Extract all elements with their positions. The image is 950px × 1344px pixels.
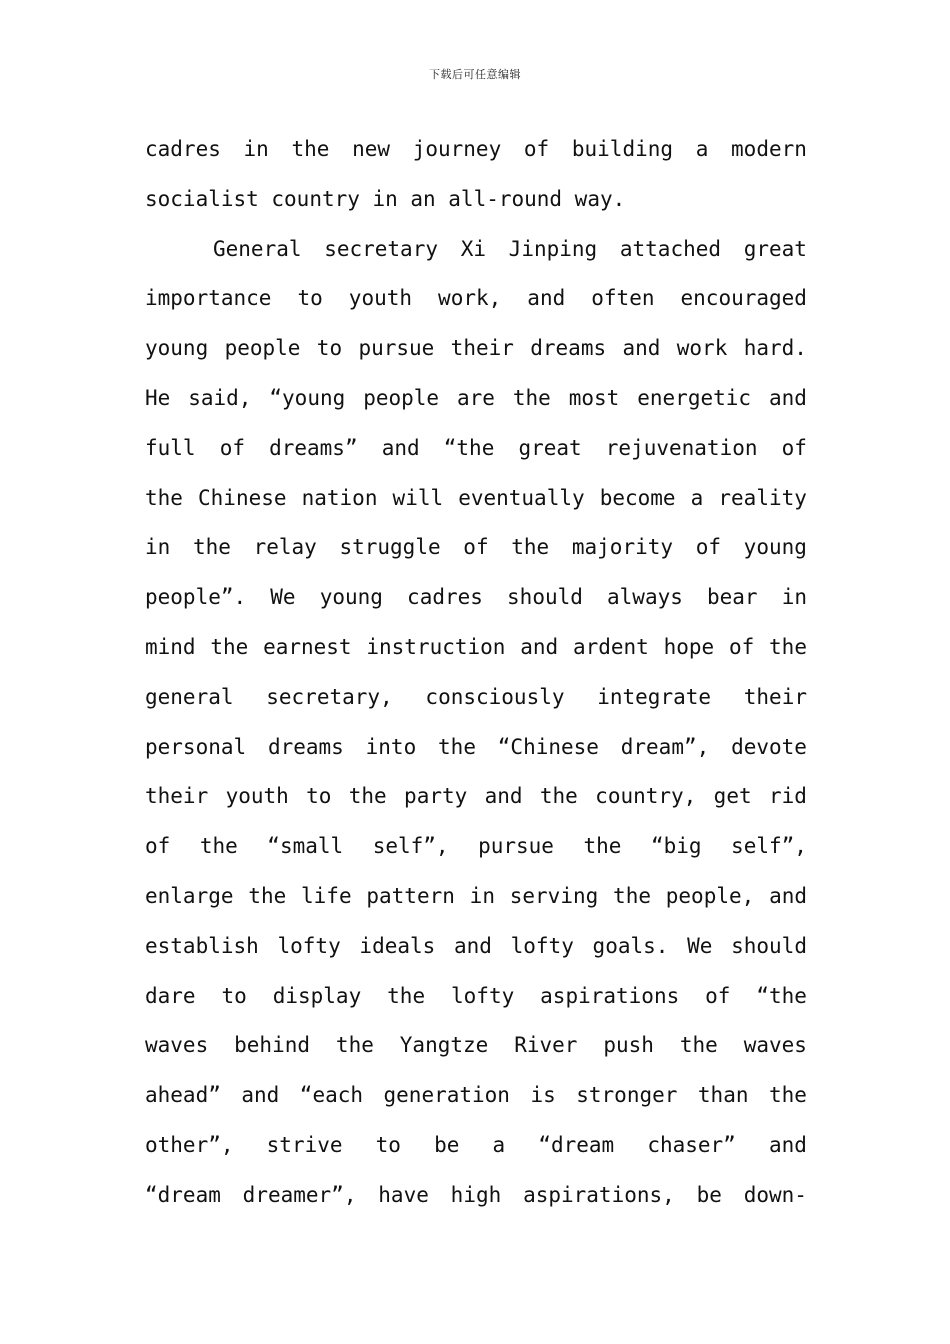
word: be — [434, 1132, 460, 1157]
word: the — [769, 634, 807, 659]
word: dreamer”, — [242, 1182, 357, 1207]
word: and — [520, 634, 559, 659]
word: a — [492, 1132, 506, 1157]
word: earnest — [263, 634, 352, 659]
word: of — [695, 535, 721, 560]
word: the — [539, 784, 578, 809]
word: “dream — [538, 1132, 615, 1157]
word: in — [145, 535, 171, 560]
word: should — [731, 933, 807, 958]
word: ardent — [572, 634, 649, 659]
word: establish — [145, 933, 259, 958]
word: the — [348, 784, 387, 809]
word: dreams” — [269, 435, 358, 460]
word: youth — [225, 784, 289, 809]
word: secretary — [324, 236, 438, 261]
word: the — [248, 883, 287, 908]
word: the — [512, 385, 551, 410]
word: We — [687, 933, 713, 958]
word: and — [527, 286, 566, 311]
word: into — [365, 734, 417, 759]
word: an — [410, 186, 436, 211]
text-line — [145, 623, 807, 673]
word: importance — [145, 286, 272, 311]
word: will — [392, 485, 444, 510]
word: stronger — [576, 1083, 678, 1108]
word: work — [676, 336, 728, 361]
word: enlarge — [145, 883, 234, 908]
word: young — [743, 535, 807, 560]
word: instruction — [366, 634, 506, 659]
word: most — [568, 385, 620, 410]
word: have — [378, 1182, 429, 1207]
word: General — [213, 236, 302, 261]
word: modern — [731, 137, 807, 161]
word: lofty — [277, 933, 341, 958]
text-line — [145, 324, 807, 374]
word: the — [511, 535, 550, 560]
word: the — [145, 485, 183, 510]
text-line — [145, 1171, 807, 1221]
word: self”, — [731, 834, 807, 859]
text-line — [145, 474, 807, 524]
word: chaser” — [647, 1132, 736, 1157]
word: “each — [299, 1083, 364, 1108]
word: Chinese — [198, 485, 287, 510]
word: “the — [756, 983, 807, 1008]
word: people, — [665, 883, 755, 908]
word: attached — [619, 236, 722, 261]
word: a — [695, 137, 709, 161]
word: be — [696, 1182, 722, 1207]
word: nation — [301, 485, 378, 510]
word: the — [192, 535, 231, 560]
word: the — [438, 734, 476, 759]
word: mind — [145, 634, 196, 659]
word: dare — [145, 983, 196, 1008]
text-line — [145, 673, 807, 723]
word: integrate — [597, 684, 712, 709]
word: River — [514, 1033, 578, 1058]
word: and — [622, 336, 661, 361]
word: lofty — [451, 983, 515, 1008]
word: generation — [383, 1083, 510, 1108]
word: “big — [650, 834, 702, 859]
word: lofty — [510, 933, 574, 958]
word: relay — [253, 535, 317, 560]
word: socialist — [145, 186, 259, 211]
word: their — [743, 684, 807, 709]
word: aspirations — [540, 983, 680, 1008]
word: and — [769, 883, 807, 908]
text-line — [145, 125, 807, 175]
word: said, — [188, 385, 252, 410]
word: in — [372, 186, 398, 211]
word: devote — [731, 734, 807, 759]
word: encouraged — [680, 286, 807, 311]
text-line — [145, 723, 807, 773]
text-line — [145, 424, 807, 474]
word: the — [613, 883, 651, 908]
word: reality — [718, 485, 807, 510]
word: high — [450, 1182, 502, 1207]
word: “the — [443, 435, 495, 460]
word: always — [607, 585, 683, 610]
word: to — [316, 336, 343, 361]
word: general — [145, 684, 234, 709]
word: cadres — [145, 137, 221, 161]
word: in — [781, 585, 807, 610]
word: consciously — [425, 684, 565, 709]
word: of — [145, 834, 171, 859]
text-line — [145, 822, 807, 872]
word: a — [690, 485, 704, 510]
word: the — [335, 1033, 374, 1058]
word: are — [456, 385, 495, 410]
word: and — [453, 933, 492, 958]
word: people — [224, 336, 301, 361]
word: of — [728, 634, 755, 659]
word: way. — [574, 186, 626, 211]
word: and — [241, 1083, 280, 1108]
word: other”, — [145, 1132, 234, 1157]
word: of — [523, 137, 550, 161]
word: of — [463, 535, 489, 560]
word: and — [768, 385, 807, 410]
word: in — [243, 137, 269, 161]
word: get — [713, 784, 752, 809]
text-line — [145, 1121, 807, 1171]
word: dreams — [530, 336, 607, 361]
word: Jinping — [508, 236, 598, 261]
word: dreams — [267, 734, 344, 759]
word: to — [297, 286, 323, 311]
word: “small — [267, 834, 344, 859]
word: party — [404, 784, 468, 809]
word: personal — [145, 734, 247, 759]
word: the — [583, 834, 622, 859]
word: and — [381, 435, 420, 460]
word: goals. — [592, 933, 669, 958]
word: “Chinese — [497, 734, 599, 759]
word: serving — [509, 883, 599, 908]
text-line — [145, 175, 807, 225]
word: pattern — [366, 883, 455, 908]
word: Xi — [460, 236, 486, 261]
word: the — [210, 634, 249, 659]
text-line — [145, 274, 807, 324]
word: to — [375, 1132, 401, 1157]
word: waves — [743, 1033, 807, 1058]
word: “young — [269, 385, 346, 410]
word: all-round — [448, 186, 563, 211]
word: behind — [234, 1033, 310, 1058]
word: and — [484, 784, 523, 809]
word: He — [145, 385, 171, 410]
word: aspirations, — [523, 1182, 675, 1207]
text-line — [145, 772, 807, 822]
text-line — [145, 922, 807, 972]
word: struggle — [339, 535, 441, 560]
word: the — [387, 983, 426, 1008]
word: of — [781, 435, 807, 460]
word: display — [272, 983, 362, 1008]
text-line — [145, 872, 807, 922]
word: the — [199, 834, 238, 859]
text-line — [145, 225, 807, 275]
word: bear — [707, 585, 758, 610]
word: self”, — [372, 834, 449, 859]
page-header: 下载后可任意编辑 — [429, 68, 521, 81]
word: hope — [663, 634, 715, 659]
word: ahead” — [145, 1083, 221, 1108]
word: become — [599, 485, 676, 510]
text-line — [145, 972, 807, 1022]
word: Yangtze — [399, 1033, 489, 1058]
word: journey — [412, 137, 502, 161]
word: pursue — [478, 834, 554, 859]
word: rid — [768, 784, 807, 809]
word: country — [271, 186, 360, 211]
word: of — [705, 983, 731, 1008]
word: and — [768, 1132, 807, 1157]
text-line — [145, 573, 807, 623]
word: is — [530, 1083, 556, 1108]
word: energetic — [637, 385, 752, 410]
word: the — [291, 137, 330, 161]
word: strive — [266, 1132, 343, 1157]
word: their — [145, 784, 209, 809]
word: young — [319, 585, 383, 610]
word: life — [301, 883, 352, 908]
word: should — [507, 585, 583, 610]
word: people — [363, 385, 440, 410]
word: ideals — [359, 933, 436, 958]
word: eventually — [458, 485, 585, 510]
word: full — [145, 435, 196, 460]
word: great — [518, 435, 582, 460]
word: the — [679, 1033, 718, 1058]
word: to — [221, 983, 247, 1008]
word: work, — [438, 286, 502, 311]
word: pursue — [358, 336, 435, 361]
word: the — [768, 1083, 807, 1108]
word: country, — [595, 784, 697, 809]
word: new — [352, 137, 391, 161]
word: dream”, — [620, 734, 710, 759]
word: building — [571, 137, 674, 161]
word: often — [591, 286, 655, 311]
word: down- — [743, 1182, 807, 1207]
word: than — [697, 1083, 749, 1108]
word: young — [145, 336, 209, 361]
word: their — [450, 336, 514, 361]
word: rejuvenation — [605, 435, 758, 460]
word: in — [469, 883, 495, 908]
text-line — [145, 1021, 807, 1071]
word: secretary, — [266, 684, 393, 709]
body-text — [145, 125, 807, 1221]
word: cadres — [407, 585, 483, 610]
text-line — [145, 374, 807, 424]
word: hard. — [743, 336, 807, 361]
text-line — [145, 523, 807, 573]
word: to — [306, 784, 332, 809]
word: “dream — [145, 1182, 221, 1207]
word: majority — [571, 535, 674, 560]
word: youth — [348, 286, 413, 311]
word: of — [219, 435, 245, 460]
word: push — [603, 1033, 654, 1058]
word: waves — [145, 1033, 209, 1058]
word: people”. — [145, 585, 247, 610]
word: We — [270, 585, 296, 610]
word: great — [743, 236, 807, 261]
text-line — [145, 1071, 807, 1121]
